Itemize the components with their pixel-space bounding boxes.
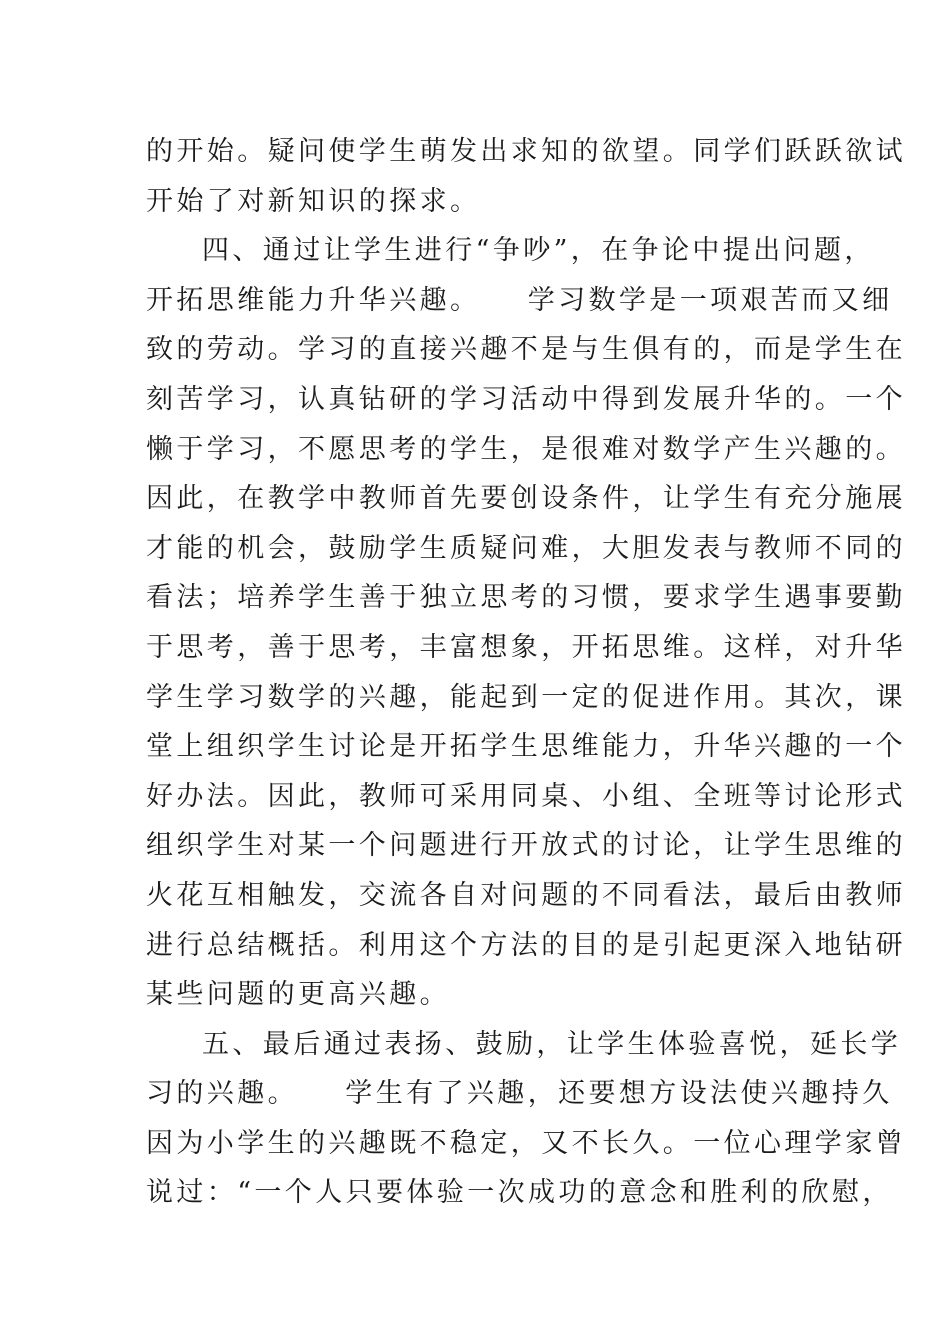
body-text [146, 127, 906, 1218]
text-line: 因此，在教学中教师首先要创设条件，让学生有充分施展 [146, 483, 906, 515]
text-line: 致的劳动。学习的直接兴趣不是与生俱有的，而是学生在 [146, 334, 906, 366]
text-line: 说过：“一个人只要体验一次成功的意念和胜利的欣慰， [146, 1177, 893, 1209]
text-line: 进行总结概括。利用这个方法的目的是引起更深入地钻研 [146, 929, 906, 961]
text-line: 才能的机会，鼓励学生质疑问难，大胆发表与教师不同的 [146, 532, 906, 564]
text-line: 习的兴趣。 学生有了兴趣，还要想方设法使兴趣持久 [146, 1078, 893, 1110]
text-line: 组织学生对某一个问题进行开放式的讨论，让学生思维的 [146, 830, 906, 862]
text-line: 某些问题的更高兴趣。 [146, 979, 450, 1011]
text-line: 看法；培养学生善于独立思考的习惯，要求学生遇事要勤 [146, 582, 906, 614]
text-line: 刻苦学习，认真钻研的学习活动中得到发展升华的。一个 [146, 383, 906, 415]
text-line: 开拓思维能力升华兴趣。 学习数学是一项艰苦而又细 [146, 284, 893, 316]
text-line: 火花互相触发，交流各自对问题的不同看法，最后由教师 [146, 879, 906, 911]
text-line: 开始了对新知识的探求。 [146, 185, 481, 217]
section-heading-line: 五、最后通过表扬、鼓励，让学生体验喜悦，延长学 [202, 1028, 902, 1060]
section-heading-line: 四、通过让学生进行“争吵”，在争论中提出问题， [202, 235, 875, 267]
text-line: 堂上组织学生讨论是开拓学生思维能力，升华兴趣的一个 [146, 731, 906, 763]
text-line: 懒于学习，不愿思考的学生，是很难对数学产生兴趣的。 [146, 433, 906, 465]
text-line: 因为小学生的兴趣既不稳定，又不长久。一位心理学家曾 [146, 1127, 906, 1159]
text-line: 于思考，善于思考，丰富想象，开拓思维。这样，对升华 [146, 631, 906, 663]
text-line: 的开始。疑问使学生萌发出求知的欲望。同学们跃跃欲试 [146, 136, 906, 167]
text-line: 好办法。因此，教师可采用同桌、小组、全班等讨论形式 [146, 780, 906, 812]
text-line: 学生学习数学的兴趣，能起到一定的促进作用。其次，课 [146, 681, 906, 713]
